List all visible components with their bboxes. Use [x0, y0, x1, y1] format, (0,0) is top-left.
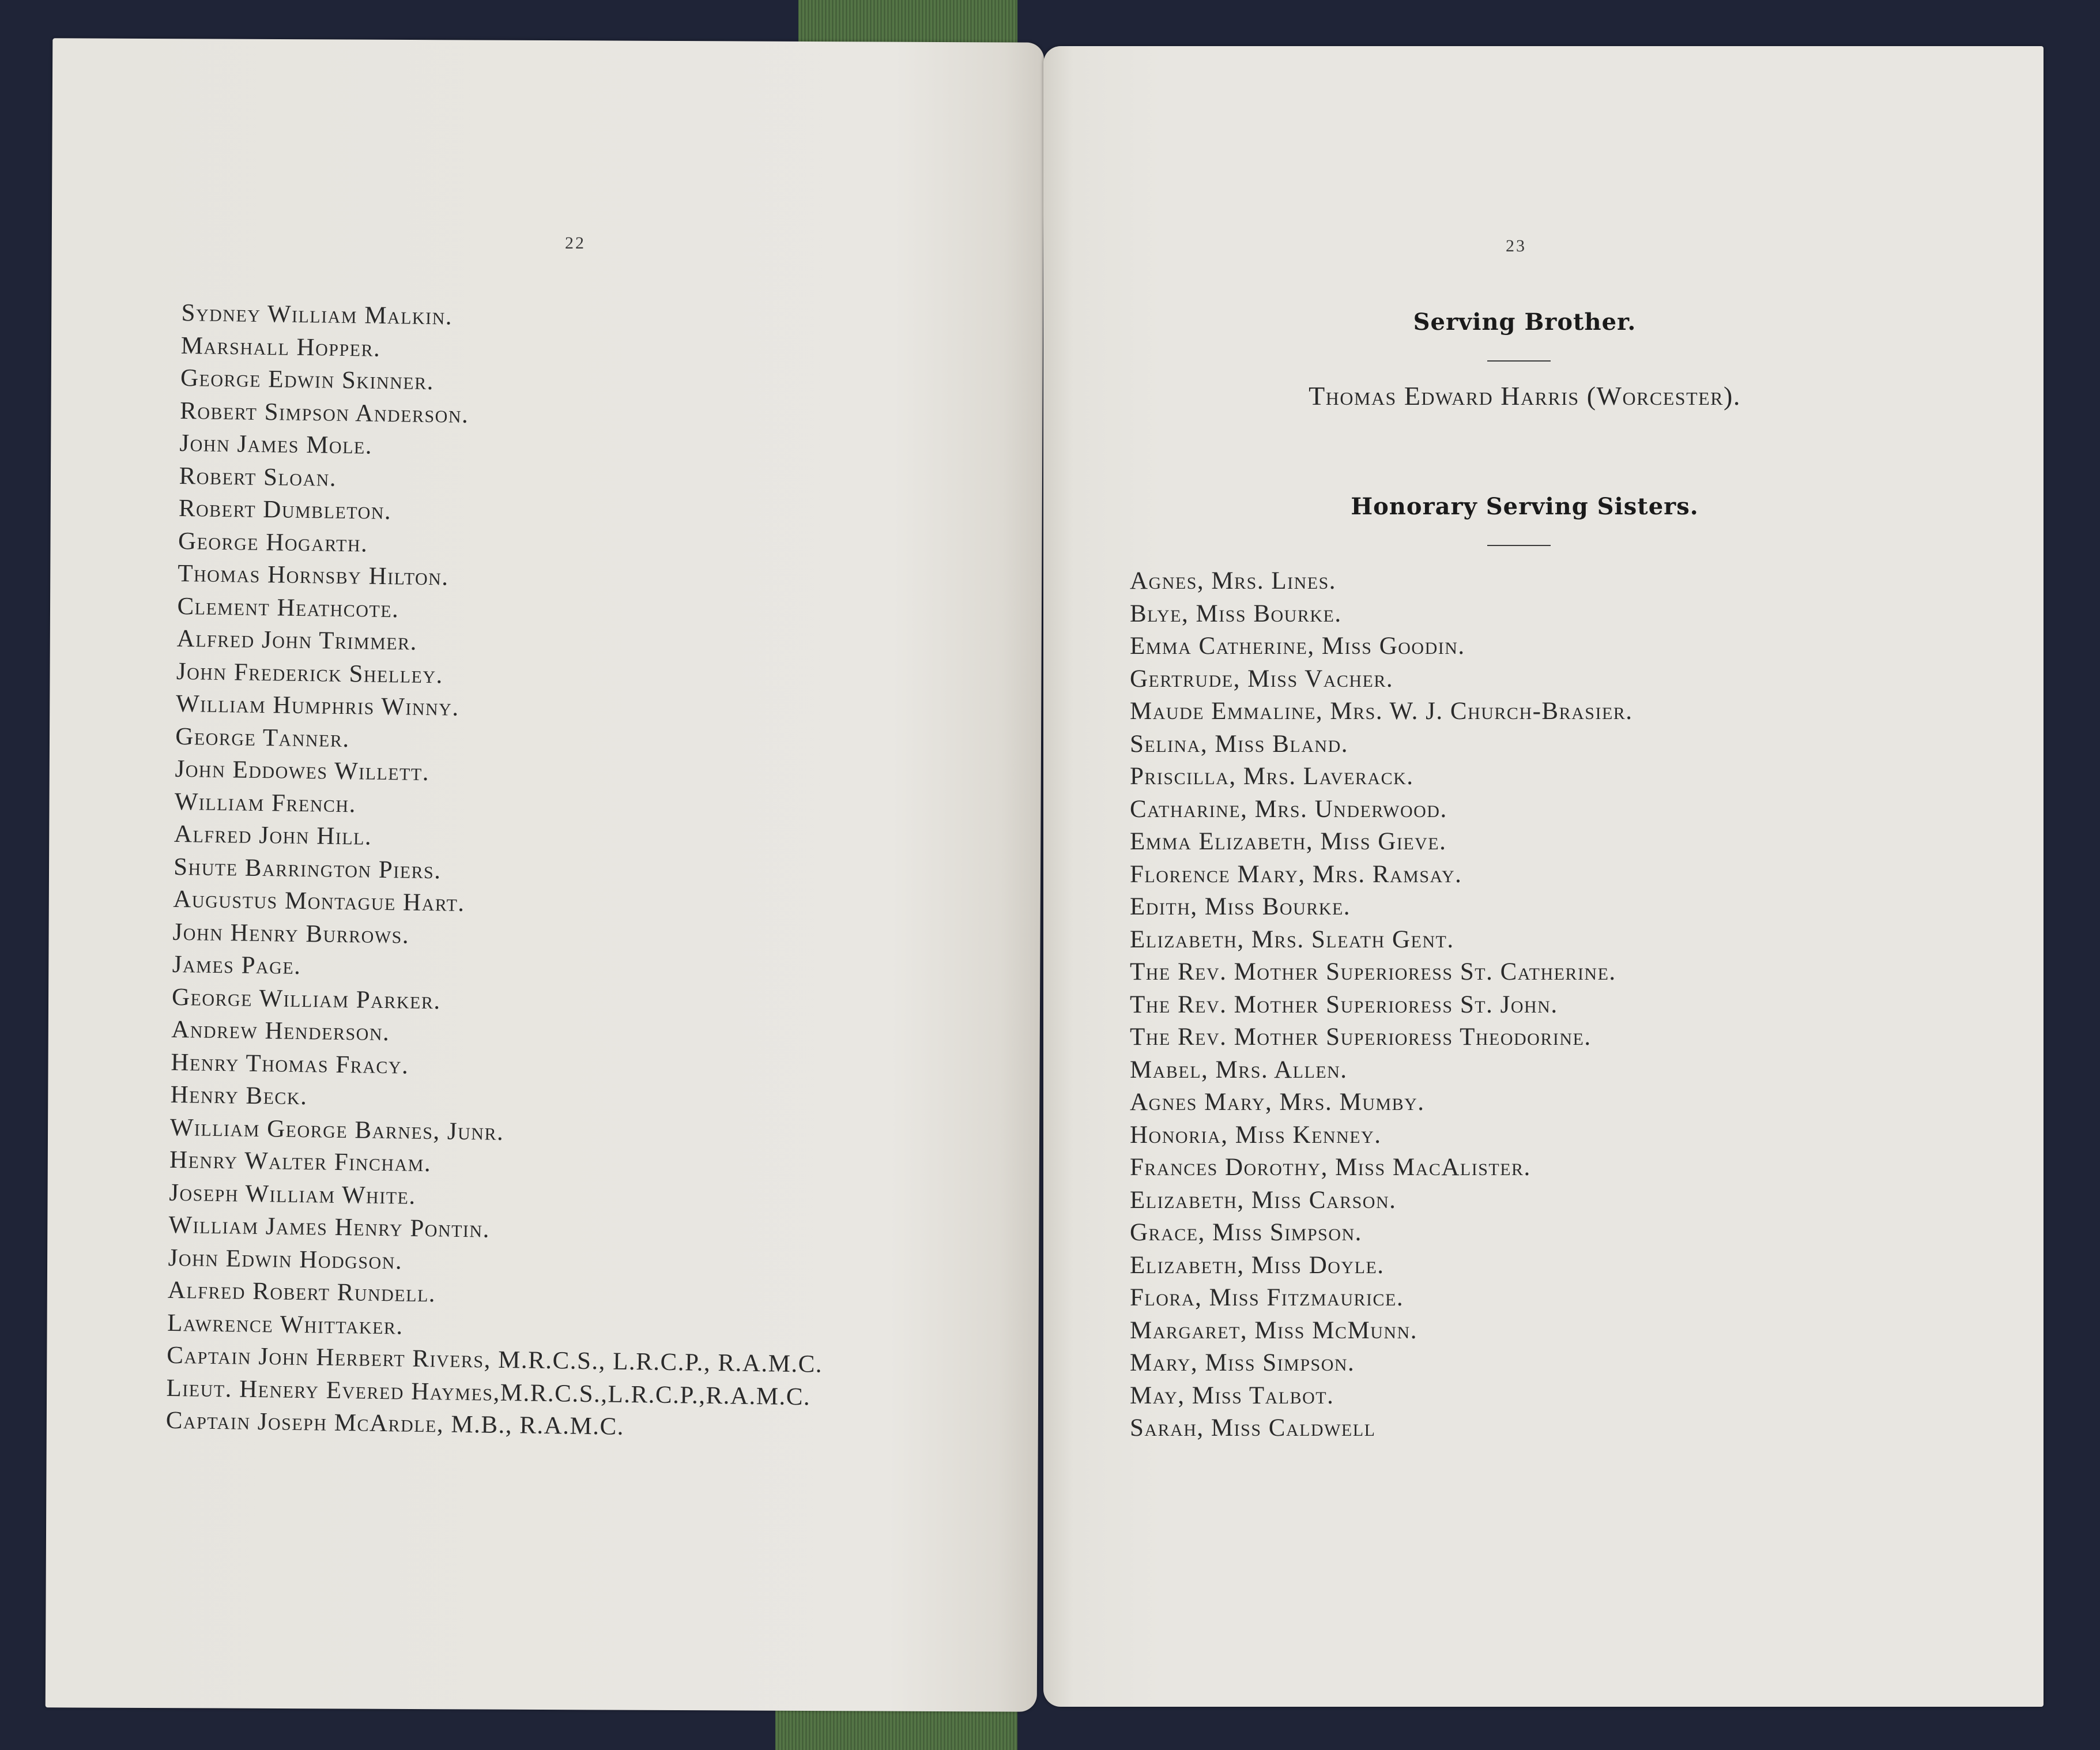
list-item: John Edwin Hodgson. — [168, 1244, 403, 1275]
list-item: John Eddowes Willett. — [175, 755, 430, 786]
list-item: Gertrude, Miss Vacher. — [1130, 665, 1394, 693]
list-item: Margaret, Miss McMunn. — [1130, 1316, 1417, 1344]
list-item: Frances Dorothy, Miss MacAlister. — [1130, 1154, 1531, 1181]
list-item: Alfred John Hill. — [174, 820, 372, 850]
list-item: The Rev. Mother Superioress Theodorine. — [1130, 1023, 1592, 1051]
list-item: Shute Barrington Piers. — [173, 853, 442, 884]
list-item: Henry Thomas Fracy. — [171, 1048, 409, 1079]
list-item: Robert Sloan. — [179, 462, 337, 492]
list-item: George Edwin Skinner. — [180, 364, 435, 396]
list-item: Agnes, Mrs. Lines. — [1130, 567, 1337, 594]
list-item: May, Miss Talbot. — [1130, 1382, 1334, 1409]
list-item: Flora, Miss Fitzmaurice. — [1130, 1284, 1404, 1311]
list-item: George Hogarth. — [178, 527, 368, 558]
list-item: Priscilla, Mrs. Laverack. — [1130, 763, 1414, 790]
list-item: Robert Dumbleton. — [178, 494, 392, 525]
serving-brother-divider — [1487, 360, 1551, 362]
list-item: George William Parker. — [171, 983, 442, 1014]
list-item: Elizabeth, Miss Doyle. — [1130, 1251, 1385, 1279]
list-item: Robert Simpson Anderson. — [179, 397, 469, 428]
list-item: Alfred Robert Rundell. — [167, 1276, 436, 1308]
right-page-number: 23 — [1506, 236, 1526, 255]
list-item: Emma Catherine, Miss Goodin. — [1130, 633, 1465, 660]
list-item: William French. — [174, 788, 357, 818]
list-item: Elizabeth, Mrs. Sleath Gent. — [1130, 925, 1454, 953]
list-item: Agnes Mary, Mrs. Mumby. — [1130, 1089, 1425, 1116]
left-page-number: 22 — [565, 234, 586, 253]
list-item: Honoria, Miss Kenney. — [1130, 1121, 1382, 1149]
list-item: The Rev. Mother Superioress St. John. — [1130, 991, 1558, 1018]
list-item: William George Barnes, Junr. — [169, 1113, 504, 1146]
list-item: Augustus Montague Hart. — [173, 885, 465, 917]
list-item: Andrew Henderson. — [171, 1015, 390, 1047]
list-item: John Henry Burrows. — [172, 918, 410, 949]
list-item: Mabel, Mrs. Allen. — [1130, 1056, 1348, 1083]
list-item: Lawrence Whittaker. — [167, 1309, 404, 1340]
list-item: George Tanner. — [175, 722, 350, 752]
list-item: Mary, Miss Simpson. — [1130, 1349, 1355, 1376]
list-item: Grace, Miss Simpson. — [1130, 1219, 1362, 1246]
list-item: John Frederick Shelley. — [176, 657, 444, 688]
list-item: Emma Elizabeth, Miss Gieve. — [1130, 828, 1447, 855]
right-name-list — [1130, 565, 1633, 1445]
list-item: Henry Walter Fincham. — [169, 1146, 432, 1177]
left-name-list — [165, 297, 837, 1446]
list-item: Clement Heathcote. — [177, 592, 399, 623]
list-item: Marshall Hopper. — [180, 332, 381, 362]
list-item: Captain John Herbert Rivers, M.R.C.S., L.R.C.P., R.A.M.C. — [167, 1341, 823, 1378]
list-item: Blye, Miss Bourke. — [1130, 600, 1342, 627]
list-item: Elizabeth, Miss Carson. — [1130, 1186, 1397, 1214]
list-item: Sydney William Malkin. — [181, 299, 453, 330]
list-item: Sarah, Miss Caldwell — [1130, 1414, 1376, 1442]
list-item: Florence Mary, Mrs. Ramsay. — [1130, 860, 1462, 888]
serving-brother-heading: Serving Brother. — [1413, 308, 1637, 336]
list-item: Captain Joseph McArdle, M.B., R.A.M.C. — [165, 1406, 625, 1440]
list-item: Thomas Hornsby Hilton. — [177, 559, 449, 591]
list-item: Edith, Miss Bourke. — [1130, 893, 1351, 920]
list-item: Henry Beck. — [170, 1081, 308, 1111]
honorary-sisters-heading: Honorary Serving Sisters. — [1351, 493, 1699, 520]
list-item: Maude Emmaline, Mrs. W. J. Church-Brasier. — [1130, 698, 1633, 725]
list-item: Lieut. Henery Evered Haymes,M.R.C.S.,L.R.C.P.,R.A.M.C. — [166, 1374, 811, 1410]
list-item: Selina, Miss Bland. — [1130, 730, 1348, 758]
list-item: Joseph William White. — [168, 1179, 417, 1210]
list-item: The Rev. Mother Superioress St. Catherine. — [1130, 958, 1616, 985]
list-item: Alfred John Trimmer. — [176, 624, 418, 656]
list-item: John James Mole. — [179, 429, 373, 460]
honorary-sisters-divider — [1487, 545, 1551, 546]
list-item: William James Henry Pontin. — [168, 1211, 491, 1243]
list-item: James Page. — [172, 950, 301, 980]
serving-brother-name: Thomas Edward Harris (Worcester). — [1309, 381, 1741, 411]
list-item: Catharine, Mrs. Underwood. — [1130, 795, 1447, 823]
list-item: William Humphris Winny. — [175, 690, 459, 721]
